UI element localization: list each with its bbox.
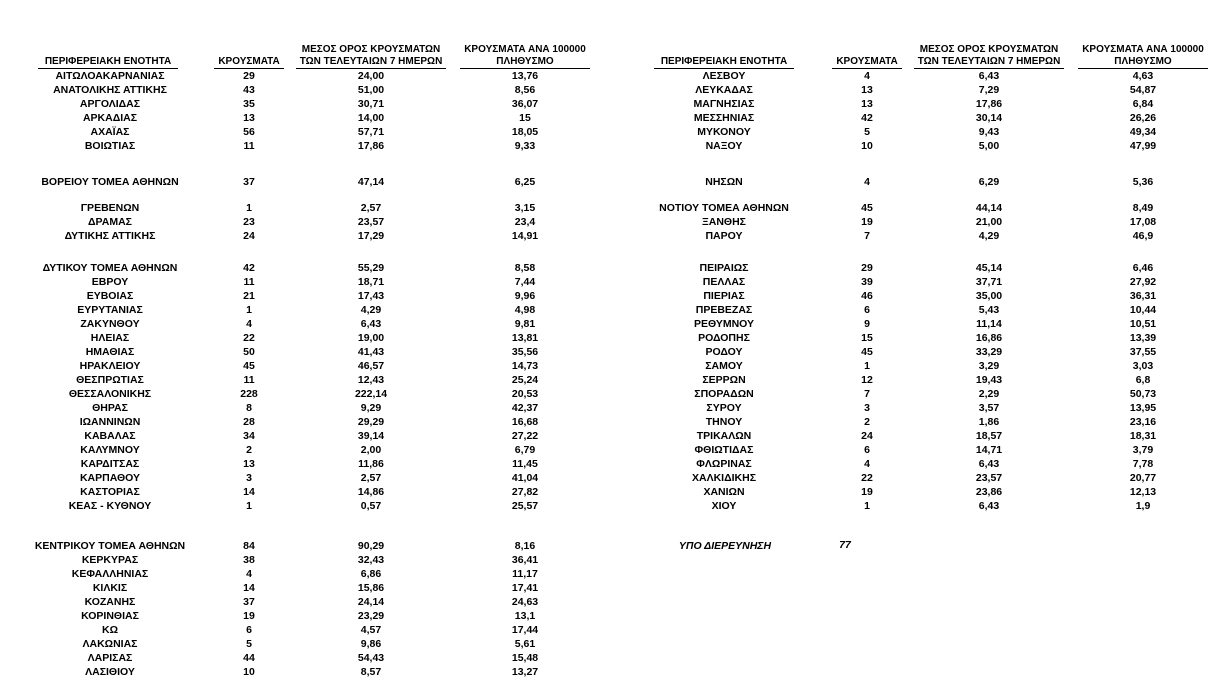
cell-region: ΝΑΞΟΥ — [705, 140, 743, 152]
cell-avg: 30,71 — [357, 98, 385, 110]
cell-per100k: 27,82 — [511, 486, 539, 498]
cell-cases: 37 — [243, 176, 255, 188]
cell-region: ΛΑΣΙΘΙΟΥ — [85, 666, 135, 678]
cell-region: ΛΑΚΩΝΙΑΣ — [82, 638, 138, 650]
cell-per100k: 3,03 — [1132, 360, 1154, 372]
cell-per100k: 24,63 — [511, 596, 539, 608]
cell-per100k: 50,73 — [1129, 388, 1157, 400]
cell-avg: 5,43 — [978, 304, 1000, 316]
cell-per100k: 14,91 — [511, 230, 539, 242]
cell-avg: 35,00 — [975, 290, 1003, 302]
cell-avg: 23,57 — [357, 216, 385, 228]
cell-avg: 54,43 — [357, 652, 385, 664]
cell-cases: 42 — [861, 112, 873, 124]
cell-cases: 2 — [864, 416, 870, 428]
cell-cases: 3 — [246, 472, 252, 484]
cell-cases: 19 — [861, 486, 873, 498]
cell-per100k: 8,56 — [514, 84, 536, 96]
cell-cases: 84 — [243, 540, 255, 552]
cell-region: ΛΑΡΙΣΑΣ — [87, 652, 133, 664]
cell-cases: 1 — [864, 500, 870, 512]
cell-per100k: 13,81 — [511, 332, 539, 344]
cell-cases: 22 — [243, 332, 255, 344]
cell-per100k: 13,1 — [514, 610, 536, 622]
cell-avg: 11,14 — [976, 318, 1002, 330]
cell-region: ΡΕΘΥΜΝΟΥ — [693, 318, 755, 330]
cell-region: ΛΕΣΒΟΥ — [702, 70, 746, 82]
cell-per100k: 17,44 — [511, 624, 539, 636]
cell-region: ΗΛΕΙΑΣ — [90, 332, 130, 344]
cell-avg: 9,29 — [360, 402, 382, 414]
cell-cases: 8 — [246, 402, 252, 414]
cell-avg: 6,29 — [978, 176, 1000, 188]
cell-region: ΚΩ — [101, 624, 118, 636]
cell-region: ΕΥΒΟΙΑΣ — [86, 290, 134, 302]
cell-cases: 35 — [243, 98, 255, 110]
cell-per100k: 13,27 — [511, 666, 539, 678]
cell-region: ΠΑΡΟΥ — [705, 230, 743, 242]
cell-cases: 19 — [861, 216, 873, 228]
cell-per100k: 9,33 — [514, 140, 536, 152]
cell-region: ΑΡΚΑΔΙΑΣ — [82, 112, 138, 124]
cell-avg: 19,00 — [357, 332, 385, 344]
cell-region: ΚΟΖΑΝΗΣ — [84, 596, 136, 608]
cell-per100k: 13,39 — [1129, 332, 1157, 344]
left-header-avg: ΜΕΣΟΣ ΟΡΟΣ ΚΡΟΥΣΜΑΤΩΝ ΤΩΝ ΤΕΛΕΥΤΑΙΩΝ 7 ΗΜΕΡΩΝ — [296, 44, 446, 69]
cell-per100k: 6,79 — [514, 444, 536, 456]
cell-avg: 21,00 — [975, 216, 1003, 228]
cell-avg: 6,43 — [978, 70, 1000, 82]
left-header-cases: ΚΡΟΥΣΜΑΤΑ — [214, 56, 284, 69]
cell-region: ΚΕΝΤΡΙΚΟΥ ΤΟΜΕΑ ΑΘΗΝΩΝ — [34, 540, 186, 552]
cell-cases: 45 — [243, 360, 255, 372]
cell-avg: 14,71 — [975, 444, 1003, 456]
cell-region: ΜΑΓΝΗΣΙΑΣ — [693, 98, 755, 110]
cell-avg: 16,86 — [975, 332, 1003, 344]
cell-cases: 46 — [861, 290, 873, 302]
cell-cases: 28 — [243, 416, 255, 428]
cell-cases: 44 — [243, 652, 255, 664]
cell-avg: 47,14 — [357, 176, 385, 188]
cell-cases: 1 — [864, 360, 870, 372]
cell-cases: 50 — [243, 346, 255, 358]
cell-avg: 24,14 — [357, 596, 385, 608]
cell-cases: 19 — [243, 610, 255, 622]
cell-region: ΑΙΤΩΛΟΑΚΑΡΝΑΝΙΑΣ — [55, 70, 165, 82]
cell-cases: 21 — [243, 290, 255, 302]
cell-avg: 4,57 — [360, 624, 382, 636]
cell-region: ΣΠΟΡΑΔΩΝ — [694, 388, 754, 400]
cell-cases: 4 — [246, 318, 252, 330]
cell-per100k: 9,96 — [514, 290, 536, 302]
cell-region: ΠΕΙΡΑΙΩΣ — [699, 262, 749, 274]
cell-region: ΚΑΡΠΑΘΟΥ — [79, 472, 141, 484]
cell-per100k: 20,77 — [1129, 472, 1157, 484]
under-investigation-label: ΥΠΟ ΔΙΕΡΕΥΝΗΣΗ — [678, 540, 772, 552]
cell-region: ΑΧΑΪΑΣ — [90, 126, 130, 138]
cell-per100k: 4,98 — [514, 304, 536, 316]
cell-region: ΚΕΡΚΥΡΑΣ — [81, 554, 139, 566]
cell-avg: 17,86 — [975, 98, 1003, 110]
cell-per100k: 10,51 — [1129, 318, 1157, 330]
cell-per100k: 3,79 — [1132, 444, 1154, 456]
cell-avg: 33,29 — [975, 346, 1003, 358]
cell-region: ΚΑΣΤΟΡΙΑΣ — [80, 486, 140, 498]
cell-per100k: 6,46 — [1132, 262, 1154, 274]
cell-region: ΚΕΦΑΛΛΗΝΙΑΣ — [71, 568, 149, 580]
cell-cases: 6 — [864, 444, 870, 456]
cell-region: ΣΥΡΟΥ — [706, 402, 742, 414]
cell-per100k: 5,36 — [1132, 176, 1154, 188]
cell-cases: 10 — [243, 666, 255, 678]
cell-region: ΦΘΙΩΤΙΔΑΣ — [694, 444, 754, 456]
cell-avg: 41,43 — [357, 346, 385, 358]
cell-per100k: 13,76 — [511, 70, 539, 82]
cell-cases: 23 — [243, 216, 255, 228]
cell-cases: 29 — [243, 70, 255, 82]
cell-cases: 4 — [246, 568, 252, 580]
cell-region: ΑΡΓΟΛΙΔΑΣ — [79, 98, 141, 110]
cell-per100k: 26,26 — [1129, 112, 1157, 124]
cell-avg: 4,29 — [360, 304, 382, 316]
cell-avg: 9,86 — [360, 638, 382, 650]
right-header-per100k: ΚΡΟΥΣΜΑΤΑ ΑΝΑ 100000 ΠΛΗΘΥΣΜΟ — [1078, 44, 1208, 69]
left-header-per100k: ΚΡΟΥΣΜΑΤΑ ΑΝΑ 100000 ΠΛΗΘΥΣΜΟ — [460, 44, 590, 69]
left-header-region: ΠΕΡΙΦΕΡΕΙΑΚΗ ΕΝΟΤΗΤΑ — [38, 56, 178, 69]
cell-avg: 55,29 — [357, 262, 385, 274]
cell-avg: 17,43 — [357, 290, 385, 302]
cell-per100k: 8,49 — [1132, 202, 1154, 214]
cell-cases: 29 — [861, 262, 873, 274]
cell-per100k: 18,05 — [511, 126, 539, 138]
cell-region: ΚΟΡΙΝΘΙΑΣ — [81, 610, 139, 622]
cell-avg: 39,14 — [357, 430, 385, 442]
cell-region: ΔΥΤΙΚΗΣ ΑΤΤΙΚΗΣ — [64, 230, 156, 242]
cell-region: ΣΕΡΡΩΝ — [702, 374, 746, 386]
cell-per100k: 16,68 — [511, 416, 539, 428]
cell-cases: 4 — [864, 70, 870, 82]
cell-region: ΜΥΚΟΝΟΥ — [697, 126, 751, 138]
cell-region: ΠΡΕΒΕΖΑΣ — [695, 304, 753, 316]
cell-cases: 12 — [861, 374, 873, 386]
cell-cases: 37 — [243, 596, 255, 608]
cell-cases: 34 — [243, 430, 255, 442]
cell-per100k: 6,84 — [1132, 98, 1154, 110]
cell-avg: 1,86 — [978, 416, 1000, 428]
cell-avg: 37,71 — [975, 276, 1003, 288]
cell-avg: 6,86 — [360, 568, 382, 580]
cell-per100k: 37,55 — [1129, 346, 1157, 358]
cell-per100k: 12,13 — [1129, 486, 1157, 498]
cell-region: ΠΙΕΡΙΑΣ — [703, 290, 745, 302]
cell-avg: 2,57 — [360, 202, 382, 214]
cell-region: ΒΟΙΩΤΙΑΣ — [84, 140, 136, 152]
cell-per100k: 35,56 — [511, 346, 539, 358]
cell-avg: 6,43 — [978, 458, 1000, 470]
cell-per100k: 11,17 — [512, 568, 538, 580]
cell-region: ΗΡΑΚΛΕΙΟΥ — [79, 360, 141, 372]
cell-per100k: 54,87 — [1129, 84, 1157, 96]
right-header-avg: ΜΕΣΟΣ ΟΡΟΣ ΚΡΟΥΣΜΑΤΩΝ ΤΩΝ ΤΕΛΕΥΤΑΙΩΝ 7 ΗΜΕΡΩΝ — [914, 44, 1064, 69]
cell-per100k: 25,24 — [511, 374, 539, 386]
cell-per100k: 10,44 — [1129, 304, 1157, 316]
cell-region: ΤΗΝΟΥ — [705, 416, 743, 428]
cell-region: ΡΟΔΟΠΗΣ — [698, 332, 750, 344]
cell-avg: 51,00 — [357, 84, 385, 96]
cell-cases: 5 — [246, 638, 252, 650]
cell-avg: 7,29 — [978, 84, 1000, 96]
cell-cases: 7 — [864, 230, 870, 242]
right-header-cases: ΚΡΟΥΣΜΑΤΑ — [832, 56, 902, 69]
cell-avg: 3,29 — [978, 360, 1000, 372]
cell-cases: 7 — [864, 388, 870, 400]
cell-per100k: 23,16 — [1129, 416, 1157, 428]
cell-cases: 11 — [243, 276, 255, 288]
cell-avg: 46,57 — [357, 360, 385, 372]
cell-cases: 15 — [861, 332, 873, 344]
cell-avg: 45,14 — [975, 262, 1003, 274]
cell-per100k: 47,99 — [1129, 140, 1157, 152]
cell-cases: 4 — [864, 458, 870, 470]
cell-cases: 228 — [240, 388, 258, 400]
cell-avg: 5,00 — [978, 140, 1000, 152]
cell-per100k: 18,31 — [1129, 430, 1157, 442]
cell-per100k: 9,81 — [514, 318, 536, 330]
cell-avg: 17,86 — [357, 140, 385, 152]
cell-region: ΚΙΛΚΙΣ — [92, 582, 128, 594]
cell-per100k: 15,48 — [511, 652, 539, 664]
cell-avg: 11,86 — [358, 458, 384, 470]
under-investigation-cases: 77 — [839, 539, 851, 551]
cell-cases: 13 — [861, 98, 873, 110]
cell-per100k: 27,22 — [511, 430, 539, 442]
cell-cases: 14 — [243, 582, 255, 594]
cell-cases: 4 — [864, 176, 870, 188]
cell-per100k: 14,73 — [511, 360, 539, 372]
cell-region: ΘΕΣΠΡΩΤΙΑΣ — [76, 374, 144, 386]
cell-region: ΝΗΣΩΝ — [705, 176, 743, 188]
cell-per100k: 23,4 — [514, 216, 536, 228]
cell-per100k: 6,8 — [1135, 374, 1151, 386]
cell-per100k: 17,41 — [511, 582, 539, 594]
cell-per100k: 15 — [519, 112, 531, 124]
cell-avg: 9,43 — [978, 126, 1000, 138]
cell-region: ΘΕΣΣΑΛΟΝΙΚΗΣ — [68, 388, 152, 400]
cell-region: ΞΑΝΘΗΣ — [702, 216, 746, 228]
cell-avg: 23,86 — [975, 486, 1003, 498]
cell-avg: 23,57 — [975, 472, 1003, 484]
cell-cases: 2 — [246, 444, 252, 456]
cell-per100k: 7,78 — [1132, 458, 1154, 470]
cell-region: ΗΜΑΘΙΑΣ — [85, 346, 135, 358]
cell-cases: 24 — [861, 430, 873, 442]
cell-region: ΝΟΤΙΟΥ ΤΟΜΕΑ ΑΘΗΝΩΝ — [659, 202, 789, 214]
cell-region: ΦΛΩΡΙΝΑΣ — [696, 458, 752, 470]
cell-cases: 45 — [861, 202, 873, 214]
cell-per100k: 41,04 — [511, 472, 539, 484]
cell-avg: 29,29 — [357, 416, 385, 428]
cell-cases: 22 — [861, 472, 873, 484]
cell-cases: 6 — [246, 624, 252, 636]
cell-cases: 42 — [243, 262, 255, 274]
cell-per100k: 17,08 — [1129, 216, 1157, 228]
cell-avg: 14,86 — [357, 486, 385, 498]
cell-per100k: 3,15 — [514, 202, 536, 214]
cell-region: ΚΑΒΑΛΑΣ — [84, 430, 136, 442]
cell-avg: 19,43 — [975, 374, 1003, 386]
cell-cases: 13 — [243, 112, 255, 124]
cell-cases: 24 — [243, 230, 255, 242]
cell-cases: 10 — [861, 140, 873, 152]
cell-region: ΚΕΑΣ - ΚΥΘΝΟΥ — [68, 500, 152, 512]
cell-avg: 2,29 — [978, 388, 1000, 400]
cell-region: ΛΕΥΚΑΔΑΣ — [695, 84, 753, 96]
cell-avg: 2,00 — [360, 444, 382, 456]
cell-cases: 11 — [243, 140, 255, 152]
cell-avg: 23,29 — [357, 610, 385, 622]
cell-avg: 24,00 — [357, 70, 385, 82]
cell-region: ΘΗΡΑΣ — [92, 402, 128, 414]
cell-per100k: 4,63 — [1132, 70, 1154, 82]
cell-region: ΚΑΡΔΙΤΣΑΣ — [80, 458, 140, 470]
cell-avg: 2,57 — [360, 472, 382, 484]
cell-cases: 45 — [861, 346, 873, 358]
cell-per100k: 5,61 — [514, 638, 536, 650]
cell-avg: 30,14 — [975, 112, 1003, 124]
cell-cases: 9 — [864, 318, 870, 330]
cell-avg: 0,57 — [360, 500, 382, 512]
cell-per100k: 13,95 — [1129, 402, 1157, 414]
cell-avg: 8,57 — [360, 666, 382, 678]
cell-cases: 43 — [243, 84, 255, 96]
cell-cases: 6 — [864, 304, 870, 316]
cell-region: ΕΥΡΥΤΑΝΙΑΣ — [77, 304, 143, 316]
cell-per100k: 25,57 — [511, 500, 539, 512]
cell-per100k: 20,53 — [511, 388, 539, 400]
cell-cases: 14 — [243, 486, 255, 498]
cell-cases: 38 — [243, 554, 255, 566]
cell-avg: 4,29 — [978, 230, 1000, 242]
cell-per100k: 49,34 — [1129, 126, 1157, 138]
cell-per100k: 36,31 — [1129, 290, 1157, 302]
cell-per100k: 6,25 — [514, 176, 536, 188]
cell-per100k: 42,37 — [511, 402, 539, 414]
cell-region: ΓΡΕΒΕΝΩΝ — [80, 202, 140, 214]
cell-cases: 39 — [861, 276, 873, 288]
cell-avg: 57,71 — [357, 126, 385, 138]
cell-per100k: 36,41 — [511, 554, 539, 566]
cell-region: ΔΡΑΜΑΣ — [88, 216, 132, 228]
cell-per100k: 8,58 — [514, 262, 536, 274]
cell-per100k: 27,92 — [1129, 276, 1157, 288]
cell-cases: 1 — [246, 202, 252, 214]
cell-region: ΖΑΚΥΝΘΟΥ — [80, 318, 140, 330]
cell-cases: 5 — [864, 126, 870, 138]
cell-avg: 44,14 — [975, 202, 1003, 214]
cell-per100k: 1,9 — [1135, 500, 1151, 512]
cell-avg: 15,86 — [357, 582, 385, 594]
cell-region: ΜΕΣΣΗΝΙΑΣ — [693, 112, 755, 124]
cell-cases: 13 — [861, 84, 873, 96]
cell-avg: 18,71 — [357, 276, 385, 288]
cell-avg: 32,43 — [357, 554, 385, 566]
cell-region: ΑΝΑΤΟΛΙΚΗΣ ΑΤΤΙΚΗΣ — [53, 84, 167, 96]
cell-cases: 1 — [246, 500, 252, 512]
cell-per100k: 36,07 — [511, 98, 539, 110]
cell-region: ΧΑΝΙΩΝ — [703, 486, 745, 498]
cell-region: ΒΟΡΕΙΟΥ ΤΟΜΕΑ ΑΘΗΝΩΝ — [41, 176, 179, 188]
cell-cases: 11 — [243, 374, 255, 386]
cell-region: ΚΑΛΥΜΝΟΥ — [80, 444, 140, 456]
cell-avg: 3,57 — [978, 402, 1000, 414]
cell-region: ΣΑΜΟΥ — [705, 360, 743, 372]
cell-region: ΤΡΙΚΑΛΩΝ — [696, 430, 752, 442]
cell-region: ΙΩΑΝΝΙΝΩΝ — [79, 416, 141, 428]
cell-avg: 90,29 — [357, 540, 385, 552]
cell-cases: 1 — [246, 304, 252, 316]
cell-per100k: 7,44 — [514, 276, 536, 288]
cell-per100k: 46,9 — [1132, 230, 1154, 242]
cell-region: ΧΑΛΚΙΔΙΚΗΣ — [691, 472, 757, 484]
cell-avg: 18,57 — [975, 430, 1003, 442]
cell-region: ΠΕΛΛΑΣ — [702, 276, 746, 288]
cell-region: ΔΥΤΙΚΟΥ ΤΟΜΕΑ ΑΘΗΝΩΝ — [42, 262, 178, 274]
cell-cases: 13 — [243, 458, 255, 470]
cell-avg: 222,14 — [354, 388, 388, 400]
cell-avg: 12,43 — [357, 374, 385, 386]
right-header-region: ΠΕΡΙΦΕΡΕΙΑΚΗ ΕΝΟΤΗΤΑ — [654, 56, 794, 69]
cell-cases: 3 — [864, 402, 870, 414]
cell-region: ΡΟΔΟΥ — [705, 346, 743, 358]
cell-cases: 56 — [243, 126, 255, 138]
cell-avg: 6,43 — [360, 318, 382, 330]
cell-avg: 14,00 — [357, 112, 385, 124]
cell-avg: 6,43 — [978, 500, 1000, 512]
cell-avg: 17,29 — [357, 230, 385, 242]
cell-per100k: 8,16 — [514, 540, 536, 552]
cell-per100k: 11,45 — [512, 458, 538, 470]
cell-region: ΧΙΟΥ — [711, 500, 737, 512]
cell-region: ΕΒΡΟΥ — [91, 276, 129, 288]
